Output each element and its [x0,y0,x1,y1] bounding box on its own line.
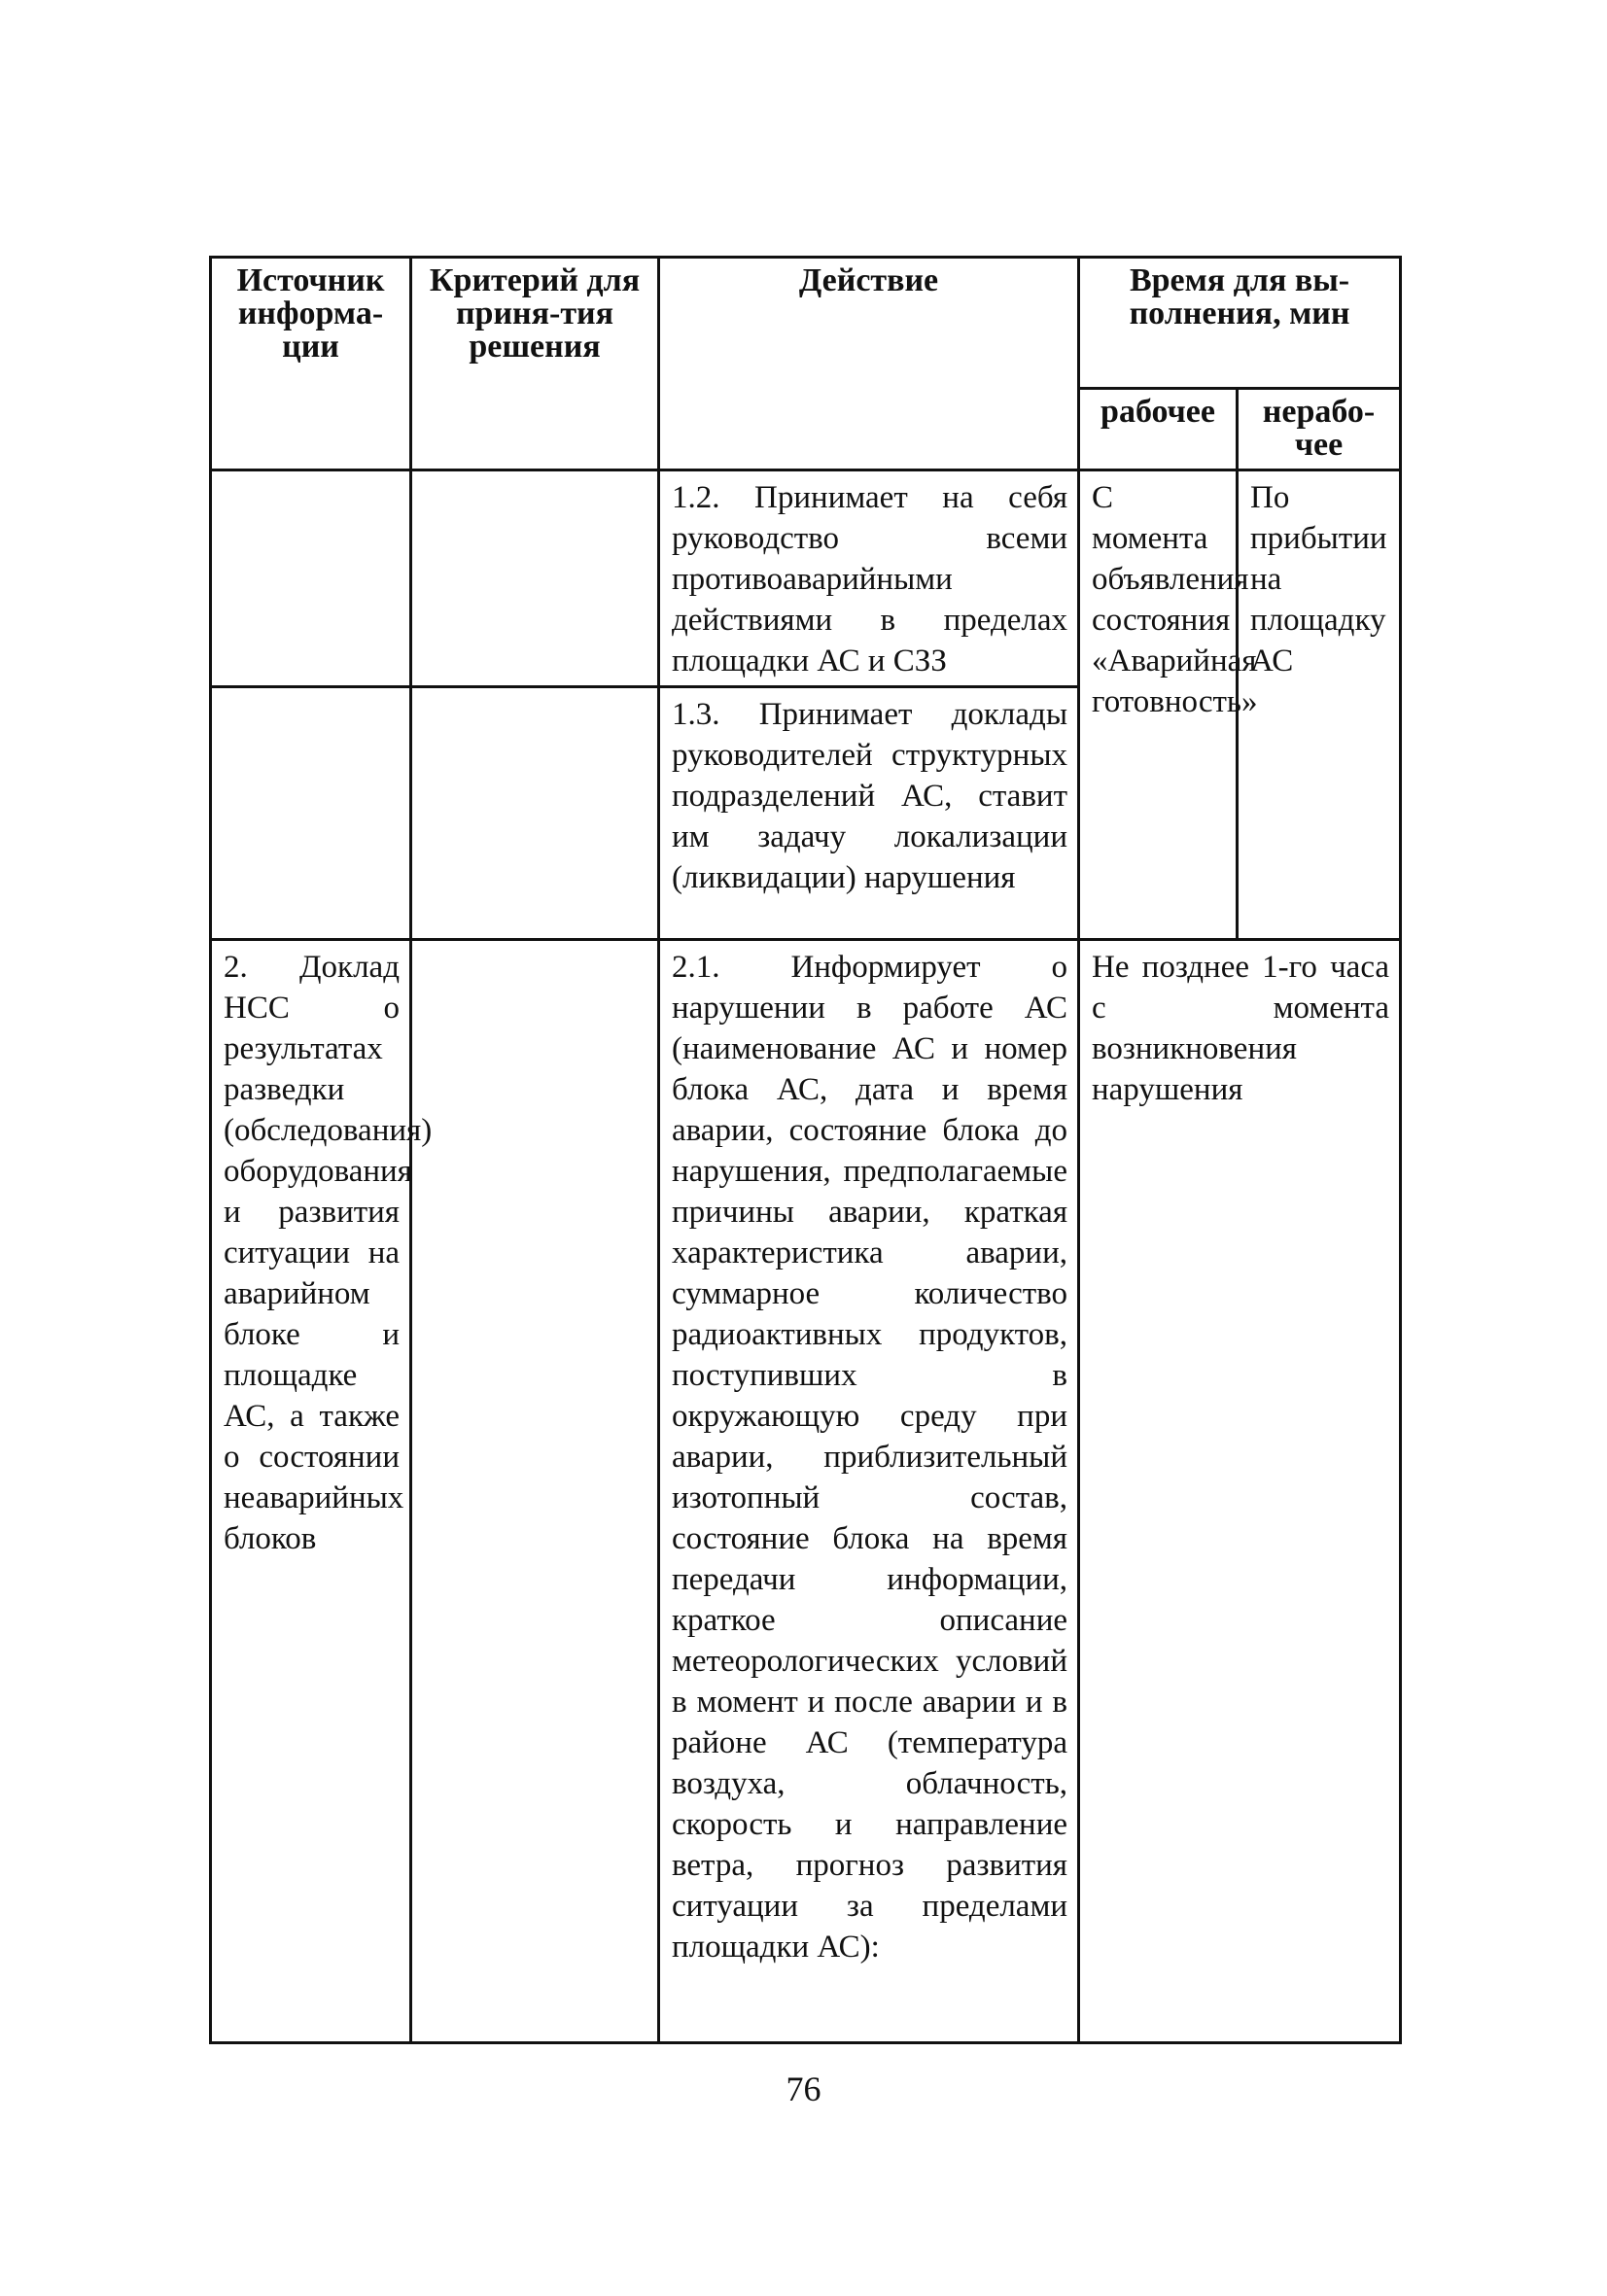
header-time: Время для вы-полнения, мин [1079,258,1401,389]
action-cell: 1.2. Принимает на себя руководство всеми противоаварийными действиями в пределах площадки АС и СЗЗ [659,470,1079,687]
document-table [209,256,1402,2044]
nonworking-time-cell: По прибытии на площадку АС [1238,470,1401,940]
working-time-cell: С момента объявления состояния «Аварийная готовность» [1079,470,1238,940]
header-row [211,258,1401,389]
criterion-cell [411,687,659,940]
header-source: Источник информа-ции [211,258,411,470]
table-row [211,940,1401,2043]
action-cell: 2.1. Информирует о нарушении в работе АС (наименование АС и номер блока АС, дата и время аварии, состояние блока до нарушения, предполагаемые причины аварии, краткая характеристика аварии, суммарное количество радиоактивных продуктов, поступивших в окружающую среду при аварии, приблизительный изотопный состав, состояние блока на время передачи информации, краткое описание метеорологических условий в момент и после аварии и в районе АС (температура воздуха, облачность, скорость и направление ветра, прогноз развития ситуации за пределами площадки АС): [659,940,1079,2043]
action-cell: 1.3. Принимает доклады руководителей структурных подразделений АС, ставит им задачу локализации (ликвидации) нарушения [659,687,1079,940]
criterion-cell [411,940,659,2043]
time-cell: Не позднее 1-го часа с момента возникновения нарушения [1079,940,1401,2043]
criterion-cell [411,470,659,687]
table-row [211,470,1401,687]
source-cell: 2. Доклад НСС о результатах разведки (обследования) оборудования и развития ситуации на аварийном блоке и площадке АС, а также о состоянии неаварийных блоков [211,940,411,2043]
header-working: рабочее [1079,389,1238,470]
source-cell [211,470,411,687]
header-action: Действие [659,258,1079,470]
page-number: 76 [786,2070,821,2108]
header-criterion: Критерий для приня-тия решения [411,258,659,470]
header-nonworking: нерабо-чее [1238,389,1401,470]
source-cell [211,687,411,940]
